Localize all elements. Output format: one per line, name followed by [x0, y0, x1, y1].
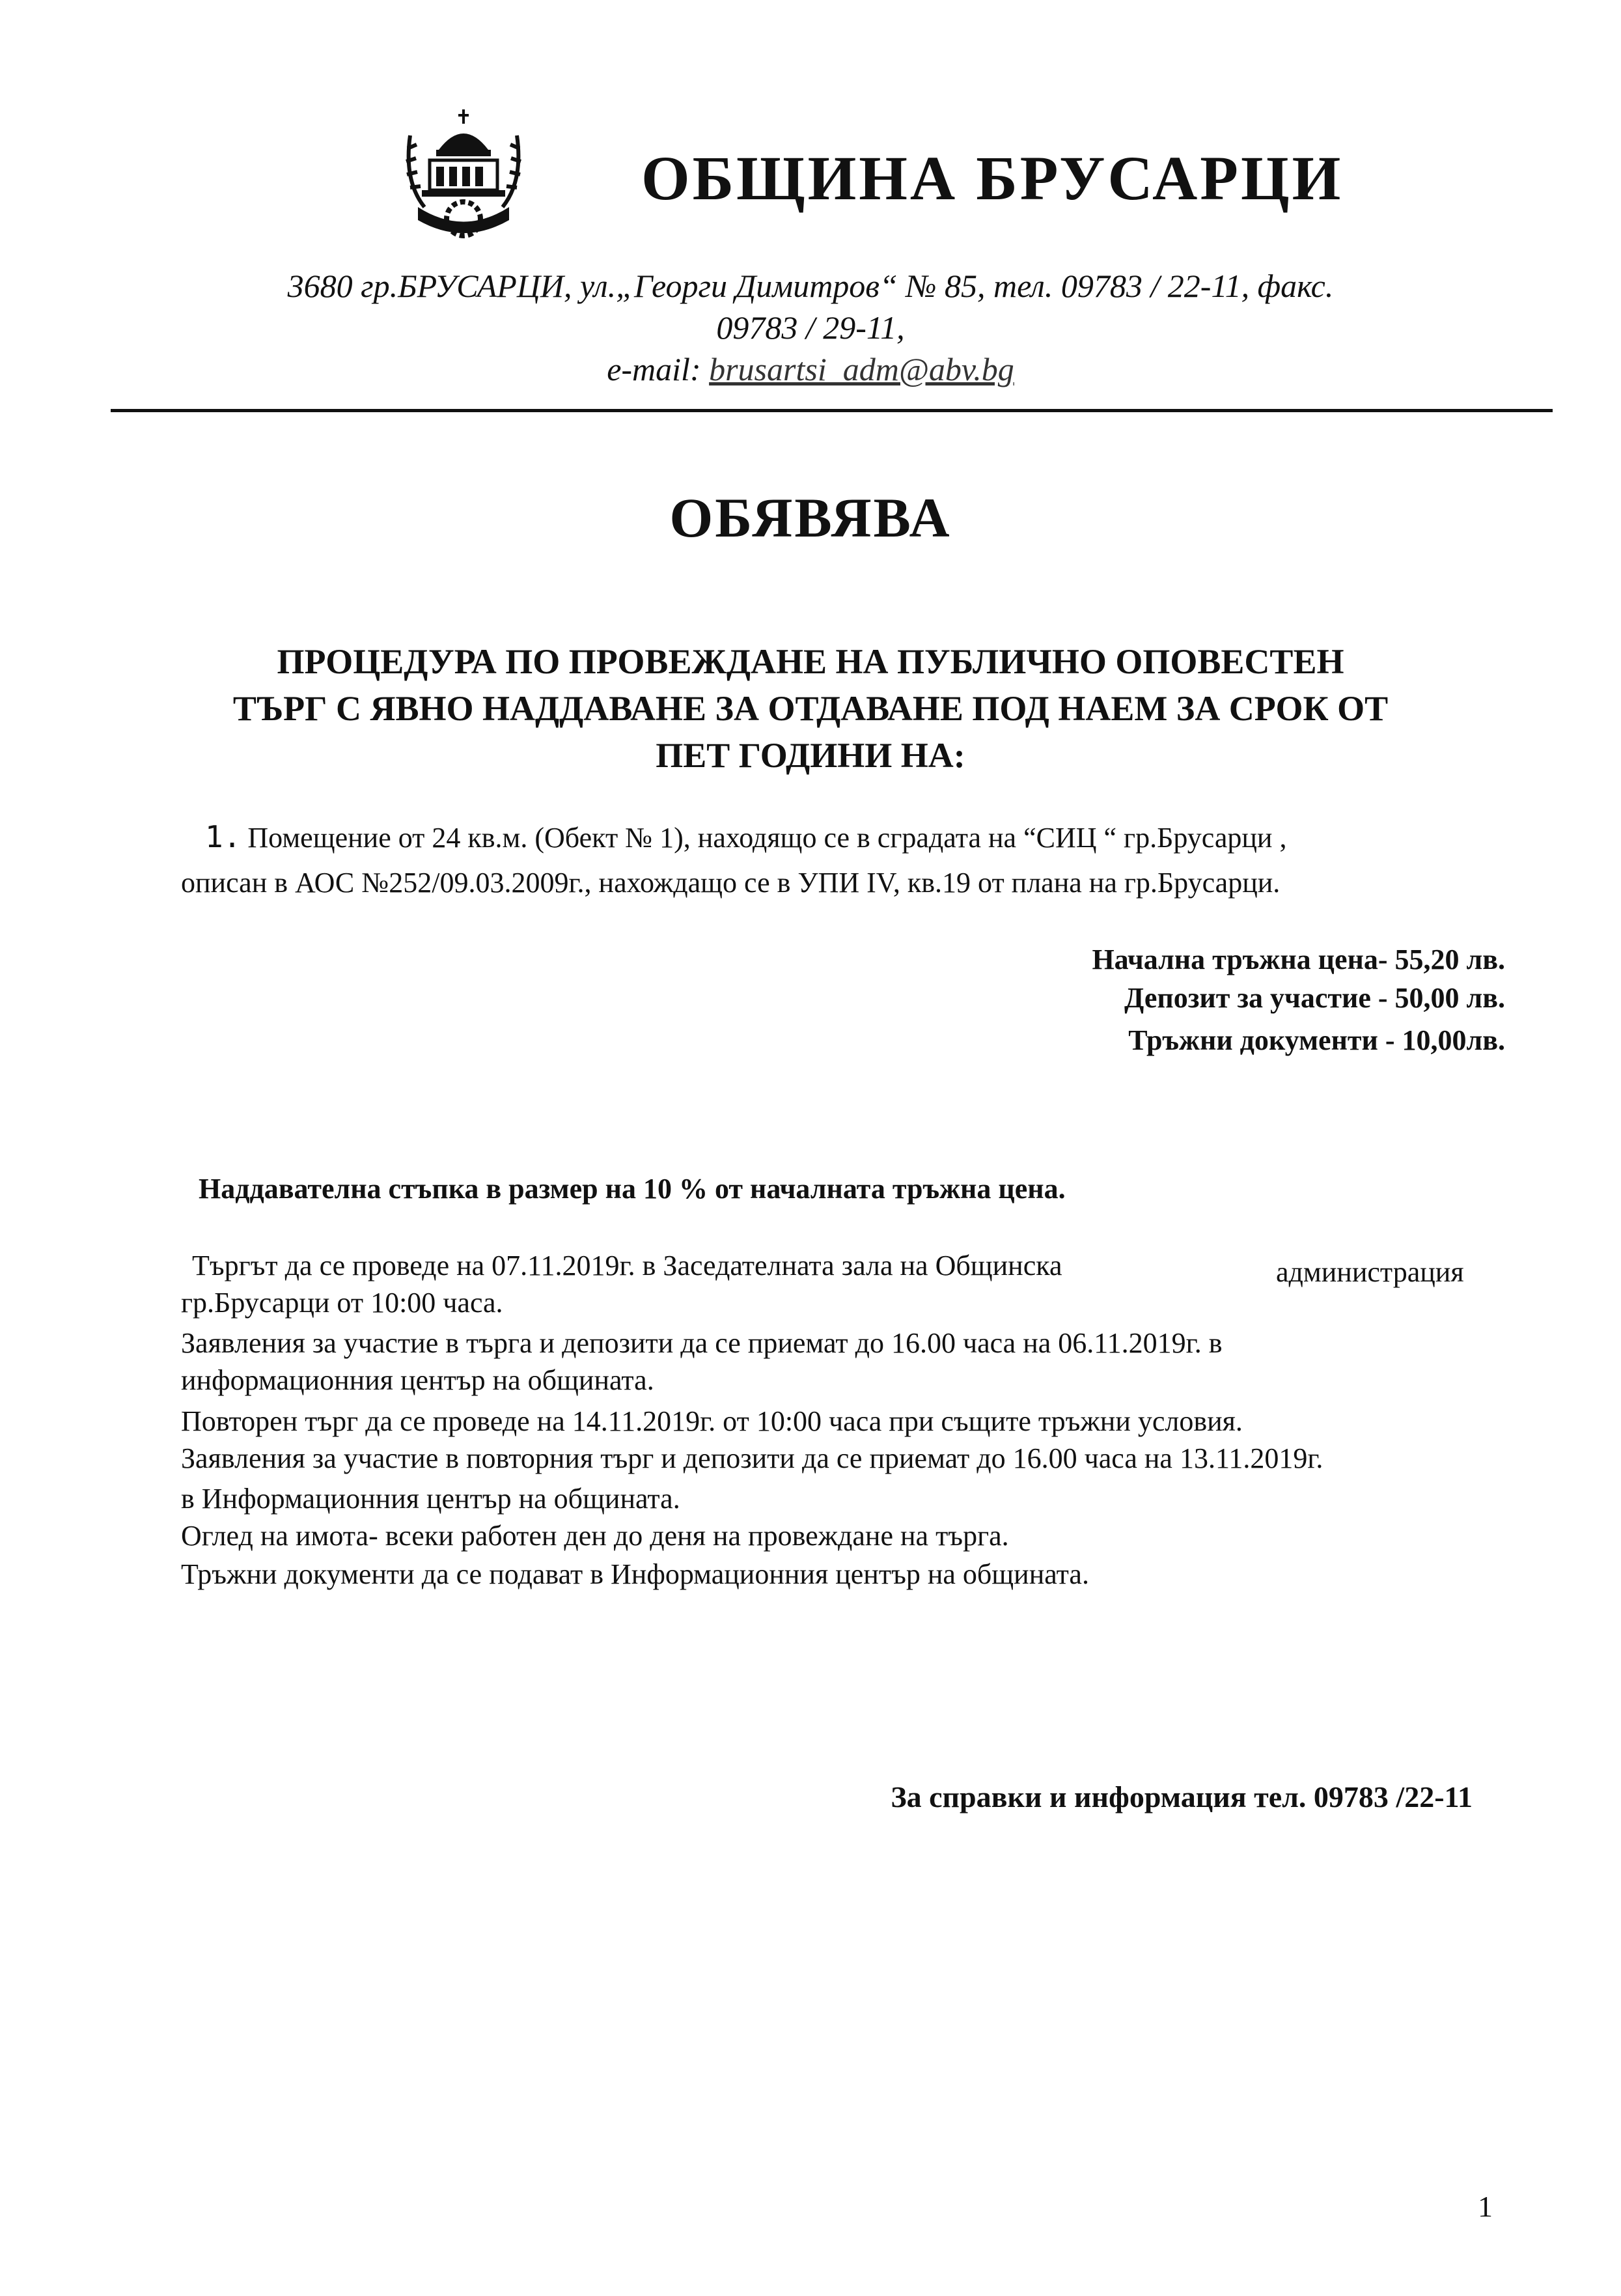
municipal-coat-of-arms-icon: [398, 109, 529, 246]
deposit: Депозит за участие - 50,00 лв.: [1124, 982, 1505, 1014]
property-inspection-line: Оглед на имота- всеки работен ден до деня на провеждане на търга.: [181, 1520, 1009, 1552]
procedure-heading-line-3: ПЕТ ГОДИНИ НА:: [656, 736, 965, 775]
auction-time-line: гр.Брусарци от 10:00 часа.: [181, 1287, 503, 1319]
item-1-line-1: [205, 819, 1286, 854]
email-link[interactable]: brusartsi_adm@abv.bg: [709, 351, 1014, 387]
application-deadline-line: Заявления за участие в търга и депозити да се приемат до 16.00 часа на 06.11.2019г. в: [181, 1327, 1223, 1359]
header-divider: [111, 409, 1553, 412]
item-number: 1.: [205, 819, 242, 854]
contact-info: За справки и информация тел. 09783 /22-11: [891, 1780, 1473, 1813]
repeat-application-place-line: в Информационния център на общината.: [181, 1483, 680, 1515]
application-place-line: информационния център на общината.: [181, 1364, 654, 1396]
item-1-line-2: описан в АОС №252/09.03.2009г., нахождащо се в УПИ IV, кв.19 от плана на гр.Брусарци.: [181, 867, 1281, 899]
announcement-title: ОБЯВЯВА: [669, 486, 952, 549]
tender-documents-price: Тръжни документи - 10,00лв.: [1128, 1024, 1505, 1056]
fax-line: 09783 / 29-11,: [716, 309, 905, 346]
item-description: Помещение от 24 кв.м. (Обект № 1), находящо се в сградата на “СИЦ “ гр.Брусарци ,: [247, 822, 1287, 854]
repeat-auction-line: Повторен търг да се проведе на 14.11.2019г. от 10:00 часа при същите тръжни условия.: [181, 1405, 1243, 1437]
repeat-application-line: Заявления за участие в повторния търг и депозити да се приемат до 16.00 часа на 13.11.2019г.: [181, 1442, 1323, 1474]
page-number: 1: [1478, 2190, 1493, 2223]
municipality-name: ОБЩИНА БРУСАРЦИ: [641, 143, 1344, 213]
procedure-heading-line-2: ТЪРГ С ЯВНО НАДДАВАНЕ ЗА ОТДАВАНЕ ПОД НАЕМ ЗА СРОК ОТ: [232, 689, 1389, 728]
address-line: 3680 гр.БРУСАРЦИ, ул.„Георги Димитров“ № 85, тел. 09783 / 22-11, факс.: [287, 268, 1334, 304]
start-price: Начална тръжна цена- 55,20 лв.: [1092, 944, 1505, 975]
auction-date-line: Търгът да се проведе на 07.11.2019г. в Заседателната зала на Общинска: [192, 1250, 1062, 1281]
email-line: [0, 350, 1621, 388]
procedure-heading-line-1: ПРОЦЕДУРА ПО ПРОВЕЖДАНЕ НА ПУБЛИЧНО ОПОВЕСТЕН: [277, 642, 1344, 681]
email-label: e-mail:: [607, 351, 710, 387]
documents-submission-line: Тръжни документи да се подават в Информационния център на общината.: [181, 1558, 1089, 1590]
auction-date-line-end: администрация: [1276, 1256, 1464, 1288]
bid-step: Наддавателна стъпка в размер на 10 % от началната тръжна цена.: [199, 1173, 1066, 1205]
